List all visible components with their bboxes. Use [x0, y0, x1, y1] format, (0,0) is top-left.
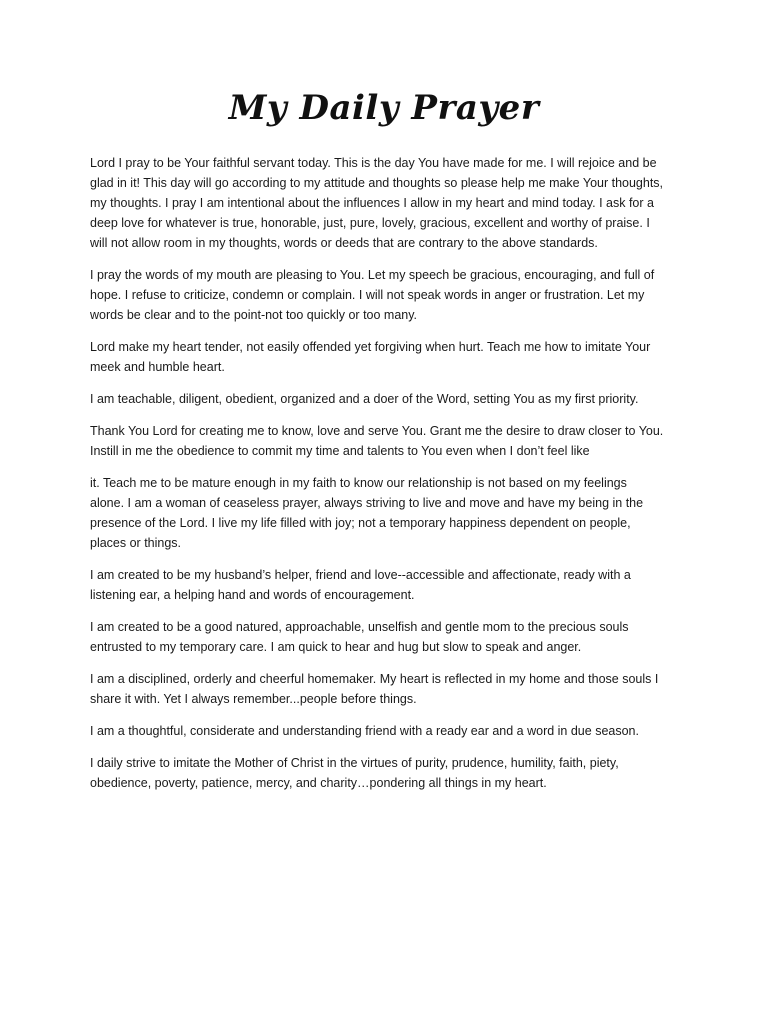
- prayer-body: [90, 153, 690, 805]
- paragraph-10: I am a thoughtful, considerate and understanding friend with a ready ear and a word in due season.: [90, 724, 639, 738]
- paragraph-2: I pray the words of my mouth are pleasing to You. Let my speech be gracious, encouraging, and full of hope. I refuse to criticize, condemn or complain. I will not speak words in anger or frustration. Let my words be clear and to the point-not too quickly or too many.: [90, 268, 655, 322]
- paragraph-8: I am created to be a good natured, approachable, unselfish and gentle mom to the precious souls entrusted to my temporary care. I am quick to hear and hug but slow to speak and anger.: [90, 620, 629, 654]
- paragraph-3: Lord make my heart tender, not easily offended yet forgiving when hurt. Teach me how to imitate Your meek and humble heart.: [90, 340, 651, 374]
- page-title: My Daily Prayer: [228, 88, 540, 128]
- paragraph-5: Thank You Lord for creating me to know, love and serve You. Grant me the desire to draw closer to You. Instill in me the obedience to commit my time and talents to You even when I don’t feel like: [90, 424, 664, 458]
- paragraph-4: I am teachable, diligent, obedient, organized and a doer of the Word, setting You as my first priority.: [90, 392, 639, 406]
- paragraph-7: I am created to be my husband’s helper, friend and love--accessible and affectionate, ready with a listening ear, a helping hand and words of encouragement.: [90, 568, 631, 602]
- paragraph-11: I daily strive to imitate the Mother of Christ in the virtues of purity, prudence, humility, faith, piety, obedience, poverty, patience, mercy, and charity…pondering all things in my heart.: [90, 756, 619, 790]
- paragraph-6: it. Teach me to be mature enough in my faith to know our relationship is not based on my feelings alone. I am a woman of ceaseless prayer, always striving to live and move and have my being in the presence of the Lord. I live my life filled with joy; not a temporary happiness dependent on people, places or things.: [90, 476, 644, 550]
- paragraph-1: Lord I pray to be Your faithful servant today. This is the day You have made for me. I will rejoice and be glad in it! This day will go according to my attitude and thoughts so please help me make Your thoughts, my thoughts. I pray I am intentional about the influences I allow in my heart and mind today. I ask for a deep love for whatever is true, honorable, just, pure, lovely, gracious, excellent and worthy of praise. I will not allow room in my thoughts, words or deeds that are contrary to the above standards.: [90, 156, 664, 250]
- paragraph-9: I am a disciplined, orderly and cheerful homemaker. My heart is reflected in my home and those souls I share it with. Yet I always remember...people before things.: [90, 672, 659, 706]
